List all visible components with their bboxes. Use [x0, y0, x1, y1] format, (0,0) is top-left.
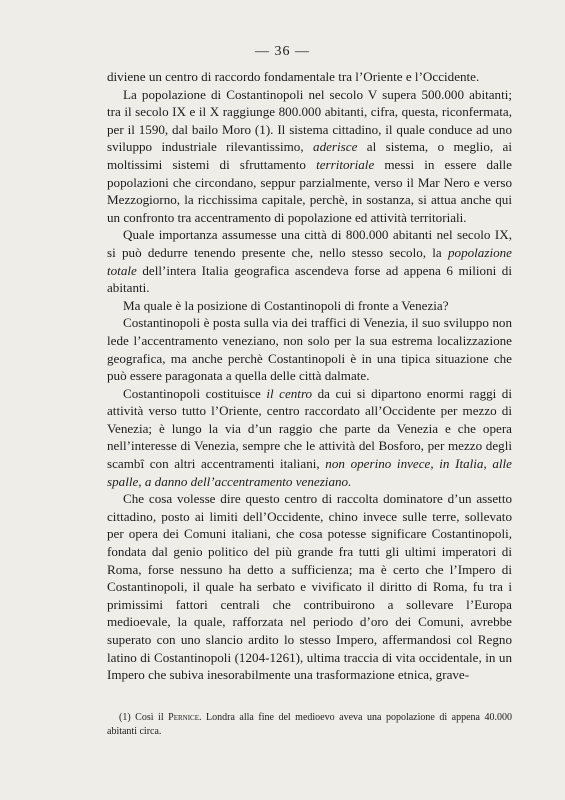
footnote-marker: (1) Così il: [119, 712, 169, 723]
paragraph-6-italic-ending: non operino invece, in Italia, alle spalle, a danno dell’accentramento veneziano.: [107, 456, 512, 489]
paragraph-2: [107, 86, 512, 227]
paragraph-3: [107, 226, 512, 296]
paragraph-3-part-c: dell’intera Italia geografica ascendeva forse ad appena 6 milioni di abitanti.: [107, 262, 512, 296]
paragraph-1: diviene un centro di raccordo fondamentale tra l’Oriente e l’Occidente.: [107, 69, 480, 84]
paragraph-6-part-c: da cui si dipartono enormi raggi di attività verso tutto l’Oriente, centro raccordato all’Occidente per mezzo di Venezia; è lungo la via d’un raggio che parte da Venezia e che opera nell’interesse di Venezia, sempre che le attività del Bosforo, per mezzo degli scambî con altri accentramenti italiani,: [107, 385, 512, 472]
paragraph-2-part-c: al sistema, o meglio, ai moltissimi sistemi di sfruttamento: [107, 139, 512, 172]
paragraph-6-italic-il-centro: il centro: [266, 385, 313, 401]
paragraph-5: Costantinopoli è posta sulla via dei traffici di Venezia, il suo sviluppo non lede l’accentramento veneziano, non solo per la sua estrema localizzazione geografica, ma anche perchè Costantinopoli è in una tipica situazione che può essere paragonata a quella delle città dalmate.: [107, 315, 512, 384]
paragraph-3-part-a: Quale importanza assumesse una città di 800.000 abitanti nel secolo IX, si può dedurre tenendo presente che, nello stesso secolo, la: [107, 227, 512, 260]
paragraph-7: Che cosa volesse dire questo centro di raccolta dominatore d’un assetto cittadino, posto ai limiti dell’Occidente, chino invece sulle terre, sollevato per opera dei Comuni italiani, che cosa potesse significare Costantinopoli, fondata dal genio politico del più grande fra tutti gli ultimi imperatori di Roma, forse nessuno ha detto a sufficienza; ma è certo che l’Impero di Costantinopoli, il quale ha serbato e vivificato il diritto di Roma, fu tra i primissimi fattori centrali che contribuirono a sollevare l’Europa medioevale, la quale, rafforzata nel periodo d’oro dei Comuni, avrebbe superato con uno slancio ardito lo stesso Impero, affermandosi col Regno latino di Costantinopoli (1204-1261), ultima traccia di vita occidentale, in un Impero che subiva inesorabilmente una trasformazione etnica, grave-: [107, 491, 512, 683]
paragraph-4: Ma quale è la posizione di Costantinopoli di fronte a Venezia?: [123, 297, 449, 313]
paragraph-3-italic-popolazione-totale: popolazione totale: [107, 244, 512, 278]
paragraph-2-italic-territoriale: territoriale: [316, 156, 375, 172]
body-text: [107, 68, 512, 684]
page-number: — 36 —: [255, 44, 310, 59]
footnote-text: . Londra alla fine del medioevo aveva una popolazione di appena 40.000 abitanti circa.: [107, 712, 512, 737]
footnote: [107, 711, 512, 738]
paragraph-6: [107, 385, 512, 491]
paragraph-2-part-e: messi in essere dalle popolazioni che circondano, seppur parzialmente, verso il Mar Nero e verso Mezzogiorno, la ricchissima capitale, perchè, in sostanza, si attua anche qui un confronto tra accentramento di popolazione ed attività territoriali.: [107, 156, 512, 225]
paragraph-2-part-a: La popolazione di Costantinopoli nel secolo V supera 500.000 abitanti; tra il secolo IX e il X raggiunge 800.000 abitanti, cifra, questa, riconfermata, per il 1590, dal bailo Moro (1). Il sistema cittadino, il quale conduce ad uno sviluppo industriale rilevantissimo,: [107, 86, 512, 155]
paragraph-6-part-a: Costantinopoli costituisce: [123, 385, 267, 401]
paragraph-2-italic-aderisce: aderisce: [313, 139, 358, 155]
footnote-author: Pernice: [168, 712, 199, 723]
